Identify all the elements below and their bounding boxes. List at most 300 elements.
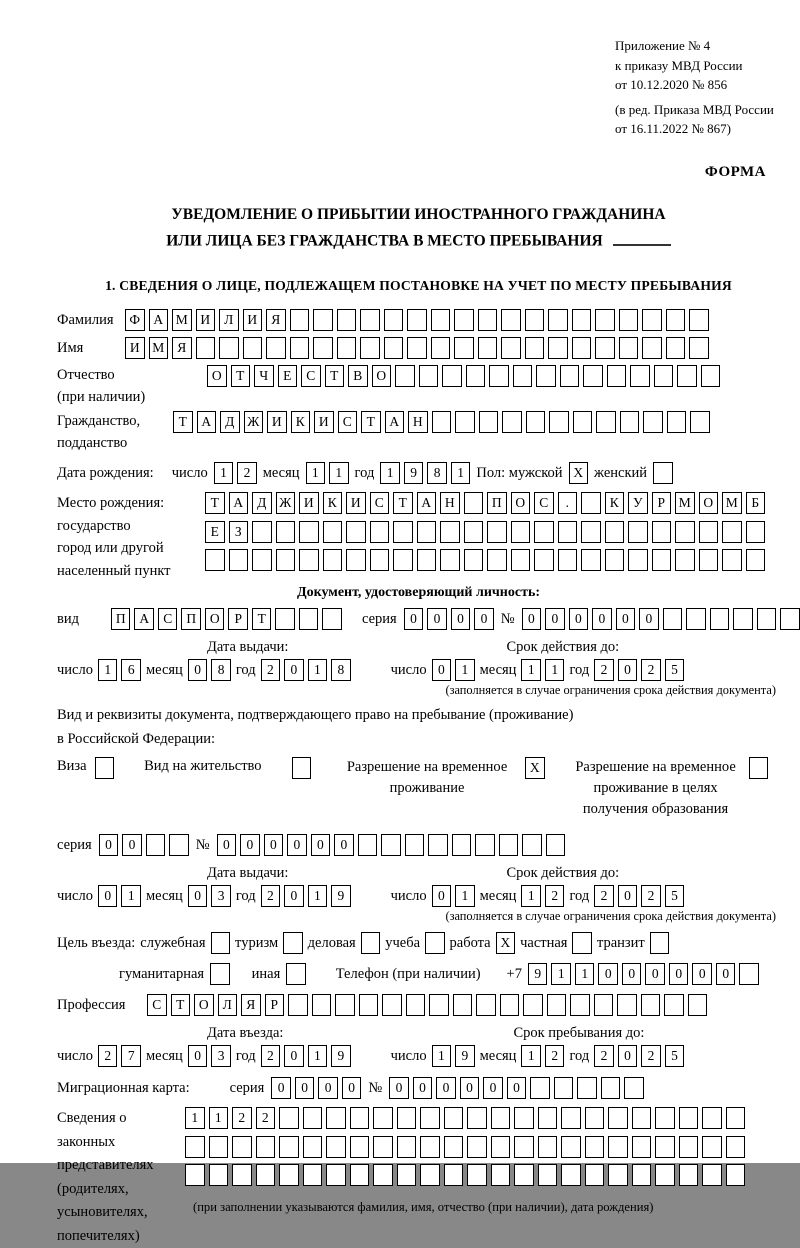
form-cell[interactable]: А (385, 411, 405, 433)
form-cell[interactable]: И (314, 411, 334, 433)
form-cell[interactable] (560, 365, 580, 387)
form-cell[interactable] (513, 365, 533, 387)
form-cell[interactable]: Т (325, 365, 345, 387)
form-cell[interactable]: 0 (618, 885, 638, 907)
form-cell[interactable] (303, 1136, 323, 1158)
form-cell[interactable]: 0 (264, 834, 284, 856)
form-cell[interactable]: 0 (618, 1045, 638, 1067)
form-cell[interactable] (252, 521, 272, 543)
form-cell[interactable] (679, 1107, 699, 1129)
form-cell[interactable] (491, 1136, 511, 1158)
form-cell[interactable] (350, 1107, 370, 1129)
form-cell[interactable]: 0 (592, 608, 612, 630)
form-cell[interactable] (642, 309, 662, 331)
form-cell[interactable] (229, 549, 249, 571)
form-cell[interactable] (467, 1107, 487, 1129)
form-cell[interactable] (525, 337, 545, 359)
form-cell[interactable] (323, 521, 343, 543)
form-cell[interactable] (739, 963, 759, 985)
form-cell[interactable]: 9 (455, 1045, 475, 1067)
form-cell[interactable]: О (372, 365, 392, 387)
form-cell[interactable]: 0 (99, 834, 119, 856)
form-cell[interactable] (425, 932, 445, 954)
form-cell[interactable]: А (149, 309, 169, 331)
form-cell[interactable] (313, 309, 333, 331)
form-cell[interactable] (746, 521, 766, 543)
form-cell[interactable]: 0 (436, 1077, 456, 1099)
form-cell[interactable] (279, 1164, 299, 1186)
form-cell[interactable] (561, 1136, 581, 1158)
form-cell[interactable]: 1 (521, 1045, 541, 1067)
form-cell[interactable] (688, 994, 708, 1016)
form-cell[interactable] (169, 834, 189, 856)
form-cell[interactable] (581, 521, 601, 543)
form-cell[interactable] (232, 1136, 252, 1158)
form-cell[interactable] (299, 549, 319, 571)
form-cell[interactable] (652, 549, 672, 571)
form-cell[interactable]: Р (228, 608, 248, 630)
form-cell[interactable] (442, 365, 462, 387)
form-cell[interactable] (619, 309, 639, 331)
form-cell[interactable]: П (111, 608, 131, 630)
form-cell[interactable]: 0 (389, 1077, 409, 1099)
form-cell[interactable] (256, 1136, 276, 1158)
form-cell[interactable] (554, 1077, 574, 1099)
form-cell[interactable]: X (525, 757, 545, 779)
form-cell[interactable]: 1 (521, 885, 541, 907)
form-cell[interactable] (429, 994, 449, 1016)
form-cell[interactable]: 1 (551, 963, 571, 985)
form-cell[interactable]: Р (652, 492, 672, 514)
form-cell[interactable]: О (699, 492, 719, 514)
form-cell[interactable]: 6 (121, 659, 141, 681)
form-cell[interactable]: 0 (645, 963, 665, 985)
form-cell[interactable] (196, 337, 216, 359)
form-cell[interactable] (279, 1136, 299, 1158)
form-cell[interactable]: О (194, 994, 214, 1016)
form-cell[interactable] (620, 411, 640, 433)
form-cell[interactable]: А (134, 608, 154, 630)
form-cell[interactable] (577, 1077, 597, 1099)
form-cell[interactable] (292, 757, 312, 779)
form-cell[interactable]: Н (408, 411, 428, 433)
form-cell[interactable] (444, 1164, 464, 1186)
form-cell[interactable] (702, 1136, 722, 1158)
form-cell[interactable] (185, 1136, 205, 1158)
form-cell[interactable] (393, 549, 413, 571)
form-cell[interactable]: 1 (521, 659, 541, 681)
form-cell[interactable] (286, 963, 306, 985)
form-cell[interactable] (702, 1164, 722, 1186)
form-cell[interactable]: Л (219, 309, 239, 331)
form-cell[interactable] (487, 549, 507, 571)
form-cell[interactable] (710, 608, 730, 630)
form-cell[interactable] (266, 337, 286, 359)
form-cell[interactable] (405, 834, 425, 856)
form-cell[interactable] (370, 549, 390, 571)
form-cell[interactable]: 9 (528, 963, 548, 985)
form-cell[interactable] (701, 365, 721, 387)
form-cell[interactable]: 2 (261, 659, 281, 681)
form-cell[interactable] (628, 549, 648, 571)
form-cell[interactable] (464, 549, 484, 571)
form-cell[interactable] (420, 1107, 440, 1129)
form-cell[interactable] (313, 337, 333, 359)
form-cell[interactable] (487, 521, 507, 543)
form-cell[interactable] (596, 411, 616, 433)
form-cell[interactable]: 9 (331, 885, 351, 907)
form-cell[interactable] (290, 309, 310, 331)
form-cell[interactable] (432, 411, 452, 433)
form-cell[interactable]: Л (218, 994, 238, 1016)
form-cell[interactable]: 0 (240, 834, 260, 856)
form-cell[interactable] (536, 365, 556, 387)
form-cell[interactable]: А (197, 411, 217, 433)
form-cell[interactable] (558, 549, 578, 571)
form-cell[interactable]: 2 (641, 885, 661, 907)
form-cell[interactable]: 0 (432, 885, 452, 907)
form-cell[interactable] (431, 309, 451, 331)
form-cell[interactable]: Т (231, 365, 251, 387)
form-cell[interactable] (211, 932, 231, 954)
form-cell[interactable] (326, 1136, 346, 1158)
form-cell[interactable] (561, 1107, 581, 1129)
form-cell[interactable] (502, 411, 522, 433)
form-cell[interactable] (667, 411, 687, 433)
form-cell[interactable]: 1 (451, 462, 471, 484)
form-cell[interactable] (373, 1164, 393, 1186)
form-cell[interactable]: 0 (284, 1045, 304, 1067)
form-cell[interactable] (608, 1136, 628, 1158)
form-cell[interactable]: 0 (284, 885, 304, 907)
form-cell[interactable] (583, 365, 603, 387)
form-cell[interactable] (585, 1136, 605, 1158)
form-cell[interactable] (630, 365, 650, 387)
form-cell[interactable]: 0 (669, 963, 689, 985)
form-cell[interactable] (546, 834, 566, 856)
form-cell[interactable] (454, 337, 474, 359)
form-cell[interactable]: С (534, 492, 554, 514)
form-cell[interactable] (373, 1107, 393, 1129)
form-cell[interactable]: 1 (329, 462, 349, 484)
form-cell[interactable] (283, 932, 303, 954)
form-cell[interactable]: К (323, 492, 343, 514)
form-cell[interactable]: Ж (244, 411, 264, 433)
form-cell[interactable]: П (181, 608, 201, 630)
form-cell[interactable] (624, 1077, 644, 1099)
form-cell[interactable] (549, 411, 569, 433)
form-cell[interactable] (534, 549, 554, 571)
form-cell[interactable]: Ф (125, 309, 145, 331)
form-cell[interactable]: 2 (594, 659, 614, 681)
form-cell[interactable]: 0 (616, 608, 636, 630)
form-cell[interactable]: 1 (308, 1045, 328, 1067)
form-cell[interactable] (686, 608, 706, 630)
form-cell[interactable]: Т (393, 492, 413, 514)
form-cell[interactable] (360, 337, 380, 359)
form-cell[interactable] (275, 608, 295, 630)
form-cell[interactable] (641, 994, 661, 1016)
form-cell[interactable] (548, 337, 568, 359)
form-cell[interactable] (417, 521, 437, 543)
form-cell[interactable] (522, 834, 542, 856)
form-cell[interactable]: 1 (306, 462, 326, 484)
form-cell[interactable]: И (243, 309, 263, 331)
form-cell[interactable]: 1 (209, 1107, 229, 1129)
form-cell[interactable] (491, 1107, 511, 1129)
form-cell[interactable] (370, 521, 390, 543)
form-cell[interactable] (252, 549, 272, 571)
form-cell[interactable]: 1 (432, 1045, 452, 1067)
form-cell[interactable] (675, 521, 695, 543)
form-cell[interactable] (632, 1107, 652, 1129)
form-cell[interactable] (476, 994, 496, 1016)
form-cell[interactable] (397, 1136, 417, 1158)
form-cell[interactable]: К (605, 492, 625, 514)
form-cell[interactable]: 0 (334, 834, 354, 856)
form-cell[interactable]: С (370, 492, 390, 514)
form-cell[interactable] (666, 309, 686, 331)
form-cell[interactable]: X (496, 932, 516, 954)
form-cell[interactable]: О (511, 492, 531, 514)
form-cell[interactable]: С (301, 365, 321, 387)
form-cell[interactable]: М (675, 492, 695, 514)
form-cell[interactable] (585, 1107, 605, 1129)
form-cell[interactable]: А (417, 492, 437, 514)
form-cell[interactable]: И (299, 492, 319, 514)
form-cell[interactable] (209, 1164, 229, 1186)
form-cell[interactable] (243, 337, 263, 359)
form-cell[interactable] (664, 994, 684, 1016)
form-cell[interactable] (290, 337, 310, 359)
form-cell[interactable]: Я (241, 994, 261, 1016)
form-cell[interactable]: М (149, 337, 169, 359)
form-cell[interactable]: X (569, 462, 589, 484)
form-cell[interactable] (210, 963, 230, 985)
form-cell[interactable]: 0 (188, 659, 208, 681)
form-cell[interactable] (780, 608, 800, 630)
form-cell[interactable]: Р (265, 994, 285, 1016)
form-cell[interactable] (666, 337, 686, 359)
form-cell[interactable] (464, 492, 484, 514)
form-cell[interactable]: 0 (545, 608, 565, 630)
form-cell[interactable]: 1 (308, 659, 328, 681)
form-cell[interactable] (632, 1136, 652, 1158)
form-cell[interactable] (514, 1136, 534, 1158)
form-cell[interactable] (689, 309, 709, 331)
form-cell[interactable] (675, 549, 695, 571)
form-cell[interactable]: 3 (211, 1045, 231, 1067)
form-cell[interactable] (346, 549, 366, 571)
form-cell[interactable]: 2 (256, 1107, 276, 1129)
form-cell[interactable] (360, 309, 380, 331)
form-cell[interactable] (467, 1136, 487, 1158)
form-cell[interactable]: 0 (342, 1077, 362, 1099)
form-cell[interactable] (607, 365, 627, 387)
form-cell[interactable] (350, 1136, 370, 1158)
form-cell[interactable]: 0 (295, 1077, 315, 1099)
form-cell[interactable]: 0 (692, 963, 712, 985)
form-cell[interactable] (534, 521, 554, 543)
form-cell[interactable]: 1 (185, 1107, 205, 1129)
form-cell[interactable] (209, 1136, 229, 1158)
form-cell[interactable]: 0 (432, 659, 452, 681)
form-cell[interactable] (397, 1107, 417, 1129)
form-cell[interactable]: 0 (98, 885, 118, 907)
form-cell[interactable]: 0 (569, 608, 589, 630)
form-cell[interactable] (406, 994, 426, 1016)
form-cell[interactable] (407, 337, 427, 359)
form-cell[interactable]: В (348, 365, 368, 387)
form-cell[interactable] (452, 834, 472, 856)
form-cell[interactable] (655, 1136, 675, 1158)
form-cell[interactable] (525, 309, 545, 331)
form-cell[interactable] (419, 365, 439, 387)
form-cell[interactable]: 2 (261, 1045, 281, 1067)
form-cell[interactable] (749, 757, 769, 779)
form-cell[interactable] (572, 932, 592, 954)
form-cell[interactable]: 0 (284, 659, 304, 681)
form-cell[interactable]: 0 (122, 834, 142, 856)
form-cell[interactable]: К (291, 411, 311, 433)
form-cell[interactable] (547, 994, 567, 1016)
form-cell[interactable]: С (158, 608, 178, 630)
form-cell[interactable] (417, 549, 437, 571)
form-cell[interactable] (548, 309, 568, 331)
form-cell[interactable]: 0 (413, 1077, 433, 1099)
form-cell[interactable] (511, 549, 531, 571)
form-cell[interactable]: Т (173, 411, 193, 433)
form-cell[interactable]: 0 (451, 608, 471, 630)
form-cell[interactable]: 2 (261, 885, 281, 907)
form-cell[interactable] (726, 1136, 746, 1158)
form-cell[interactable] (384, 309, 404, 331)
form-cell[interactable] (530, 1077, 550, 1099)
form-cell[interactable]: 0 (318, 1077, 338, 1099)
form-cell[interactable]: 0 (188, 1045, 208, 1067)
form-cell[interactable] (654, 365, 674, 387)
form-cell[interactable]: Е (205, 521, 225, 543)
form-cell[interactable] (479, 411, 499, 433)
form-cell[interactable]: 2 (641, 659, 661, 681)
form-cell[interactable] (601, 1077, 621, 1099)
form-cell[interactable]: И (346, 492, 366, 514)
form-cell[interactable]: 9 (331, 1045, 351, 1067)
form-cell[interactable] (335, 994, 355, 1016)
form-cell[interactable] (538, 1107, 558, 1129)
form-cell[interactable]: 0 (474, 608, 494, 630)
form-cell[interactable] (573, 411, 593, 433)
form-cell[interactable] (491, 1164, 511, 1186)
form-cell[interactable] (632, 1164, 652, 1186)
form-cell[interactable] (605, 521, 625, 543)
form-cell[interactable] (358, 834, 378, 856)
form-cell[interactable] (359, 994, 379, 1016)
form-cell[interactable] (726, 1164, 746, 1186)
form-cell[interactable] (653, 462, 673, 484)
form-cell[interactable] (690, 411, 710, 433)
form-cell[interactable] (440, 521, 460, 543)
form-cell[interactable] (699, 521, 719, 543)
form-cell[interactable] (431, 337, 451, 359)
form-cell[interactable]: 8 (211, 659, 231, 681)
form-cell[interactable] (444, 1107, 464, 1129)
form-cell[interactable] (561, 1164, 581, 1186)
form-cell[interactable] (628, 521, 648, 543)
form-cell[interactable] (464, 521, 484, 543)
form-cell[interactable] (279, 1107, 299, 1129)
form-cell[interactable] (337, 337, 357, 359)
form-cell[interactable]: 5 (665, 885, 685, 907)
form-cell[interactable] (663, 608, 683, 630)
form-cell[interactable]: 0 (427, 608, 447, 630)
form-cell[interactable]: 7 (121, 1045, 141, 1067)
form-cell[interactable]: 2 (594, 1045, 614, 1067)
form-cell[interactable]: З (229, 521, 249, 543)
form-cell[interactable]: О (205, 608, 225, 630)
form-cell[interactable] (420, 1136, 440, 1158)
form-cell[interactable]: Т (252, 608, 272, 630)
form-cell[interactable] (407, 309, 427, 331)
form-cell[interactable]: Е (278, 365, 298, 387)
form-cell[interactable]: 1 (121, 885, 141, 907)
form-cell[interactable]: 0 (507, 1077, 527, 1099)
form-cell[interactable] (689, 337, 709, 359)
form-cell[interactable]: 2 (641, 1045, 661, 1067)
form-cell[interactable] (581, 549, 601, 571)
form-cell[interactable]: Д (252, 492, 272, 514)
form-cell[interactable] (643, 411, 663, 433)
form-cell[interactable]: 0 (483, 1077, 503, 1099)
form-cell[interactable]: 2 (98, 1045, 118, 1067)
form-cell[interactable] (350, 1164, 370, 1186)
form-cell[interactable] (642, 337, 662, 359)
form-cell[interactable]: 9 (404, 462, 424, 484)
form-cell[interactable] (381, 834, 401, 856)
form-cell[interactable]: С (147, 994, 167, 1016)
form-cell[interactable]: 2 (545, 1045, 565, 1067)
form-cell[interactable] (323, 549, 343, 571)
form-cell[interactable]: 2 (232, 1107, 252, 1129)
form-cell[interactable] (514, 1164, 534, 1186)
form-cell[interactable]: Н (440, 492, 460, 514)
form-cell[interactable] (361, 932, 381, 954)
form-cell[interactable]: У (628, 492, 648, 514)
form-cell[interactable] (288, 994, 308, 1016)
form-cell[interactable] (514, 1107, 534, 1129)
form-cell[interactable]: 0 (618, 659, 638, 681)
form-cell[interactable]: И (196, 309, 216, 331)
form-cell[interactable]: 0 (622, 963, 642, 985)
form-cell[interactable]: С (338, 411, 358, 433)
form-cell[interactable]: 1 (308, 885, 328, 907)
form-cell[interactable] (185, 1164, 205, 1186)
form-cell[interactable]: 0 (716, 963, 736, 985)
form-cell[interactable] (455, 411, 475, 433)
form-cell[interactable]: 0 (522, 608, 542, 630)
form-cell[interactable] (595, 309, 615, 331)
form-cell[interactable]: М (172, 309, 192, 331)
form-cell[interactable] (679, 1164, 699, 1186)
form-cell[interactable]: 8 (331, 659, 351, 681)
form-cell[interactable] (655, 1107, 675, 1129)
form-cell[interactable] (373, 1136, 393, 1158)
form-cell[interactable] (526, 411, 546, 433)
form-cell[interactable] (444, 1136, 464, 1158)
form-cell[interactable] (679, 1136, 699, 1158)
form-cell[interactable]: 5 (665, 659, 685, 681)
form-cell[interactable] (95, 757, 115, 779)
